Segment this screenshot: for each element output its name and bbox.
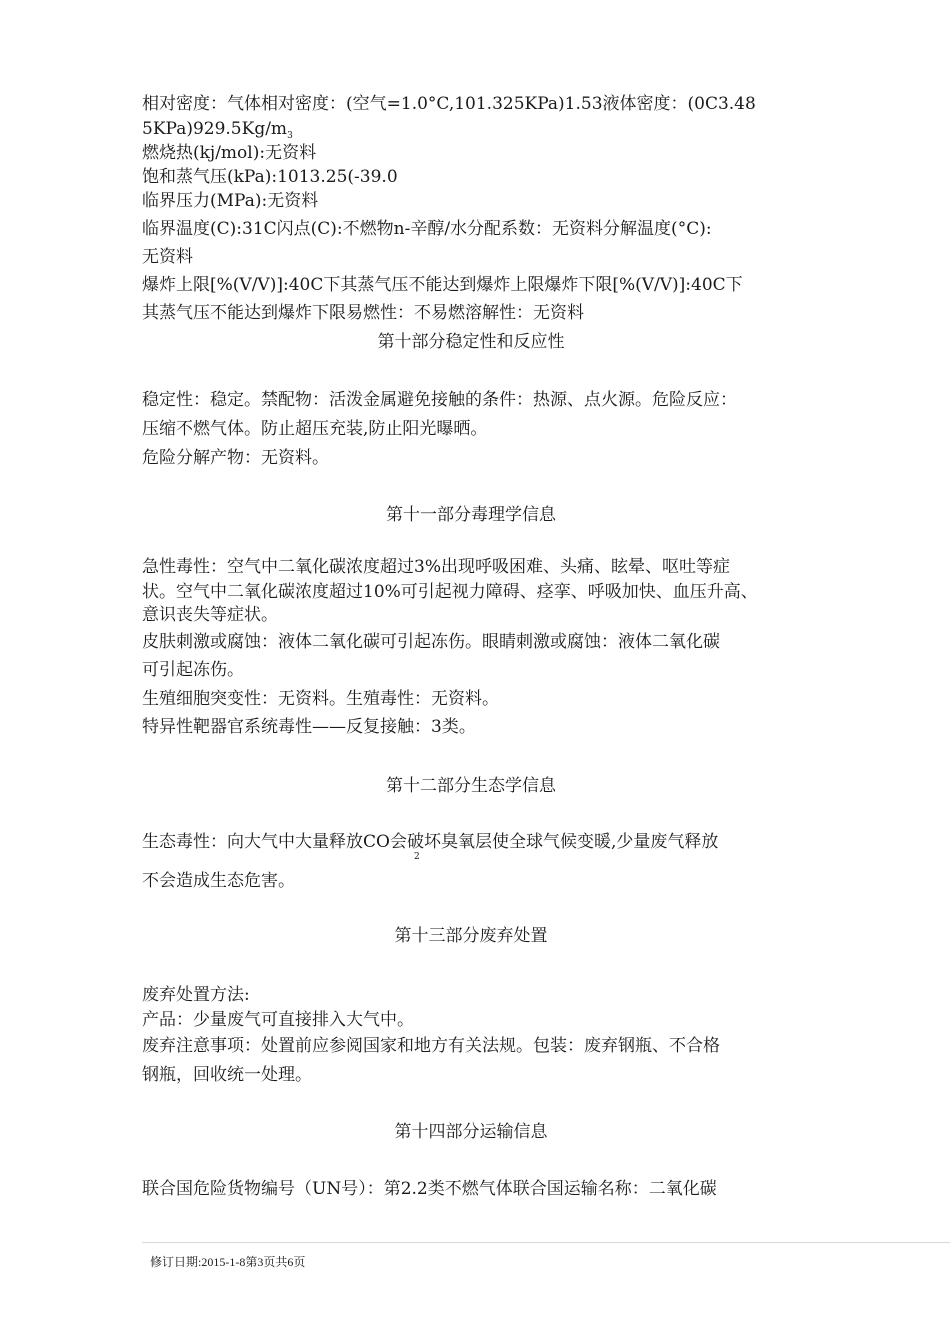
section-heading-part11: 第十一部分毒理学信息 <box>386 505 556 525</box>
ecotoxicity-line-cont: 不会造成生态危害。 <box>142 871 295 891</box>
acute-toxicity-line: 急性毒性：空气中二氧化碳浓度超过3%出现呼吸困难、头痛、眩晕、呕吐等症 <box>142 557 730 577</box>
section-heading-part14: 第十四部分运输信息 <box>394 1122 548 1142</box>
cubic-subscript: 3 <box>287 131 293 141</box>
skin-irritation-line: 皮肤刺激或腐蚀：液体二氧化碳可引起冻伤。眼睛刺激或腐蚀：液体二氧化碳 <box>142 632 720 652</box>
vapor-pressure-line: 饱和蒸气压(kPa):1013.25(-39.0 <box>142 167 398 187</box>
footer-divider <box>142 1242 950 1243</box>
stability-line-cont: 压缩不燃气体。防止超压充装,防止阳光曝晒。 <box>142 419 488 439</box>
critical-pressure-line: 临界压力(MPa):无资料 <box>142 191 319 211</box>
co2-subscript: 2 <box>414 852 420 862</box>
liquid-density-value: 5KPa)929.5Kg/m <box>142 119 288 139</box>
ecotoxicity-line: 生态毒性：向大气中大量释放CO会破坏臭氧层使全球气候变暖,少量废气释放 <box>142 832 719 852</box>
page-footer: 修订日期:2015-1-8第3页共6页 <box>150 1255 306 1269</box>
reproductive-toxicity-line: 生殖细胞突变性：无资料。生殖毒性：无资料。 <box>142 689 499 709</box>
disposal-notes-line: 废弃注意事项：处置前应参阅国家和地方有关法规。包装：废弃钢瓶、不合格 <box>142 1036 720 1056</box>
stability-line: 稳定性：稳定。禁配物：活泼金属避免接触的条件：热源、点火源。危险反应： <box>142 390 737 410</box>
section-heading-part13: 第十三部分废弃处置 <box>394 926 548 946</box>
section-heading-part12: 第十二部分生态学信息 <box>386 776 556 796</box>
acute-toxicity-line-3: 意识丧失等症状。 <box>142 605 278 625</box>
disposal-method-line: 废弃处置方法: <box>142 985 250 1005</box>
explosion-limit-line-cont: 其蒸气压不能达到爆炸下限易燃性：不易燃溶解性：无资料 <box>142 303 584 323</box>
disposal-notes-line-cont: 钢瓶，回收统一处理。 <box>142 1065 312 1085</box>
acute-toxicity-line-2: 状。空气中二氧化碳浓度超过10%可引起视力障碍、痉挛、呼吸加快、血压升高、 <box>142 582 758 602</box>
explosion-limit-line: 爆炸上限[%(V/V)]:40C下其蒸气压不能达到爆炸上限爆炸下限[%(V/V)]:40C下 <box>142 275 743 295</box>
skin-irritation-line-cont: 可引起冻伤。 <box>142 660 244 680</box>
critical-temperature-line: 临界温度(C):31C闪点(C):不燃物n-辛醇/水分配系数：无资料分解温度(°C): <box>142 219 712 239</box>
section-heading-part10: 第十部分稳定性和反应性 <box>377 332 565 352</box>
critical-temperature-line-cont: 无资料 <box>142 247 193 267</box>
relative-density-line: 相对密度：气体相对密度：(空气=1.0°C,101.325KPa)1.53液体密度：(0C3.48 <box>142 94 756 114</box>
un-number-line: 联合国危险货物编号（UN号）：第2.2类不燃气体联合国运输名称：二氧化碳 <box>142 1179 717 1199</box>
disposal-product-line: 产品：少量废气可直接排入大气中。 <box>142 1010 414 1030</box>
combustion-heat-line: 燃烧热(kj/mol):无资料 <box>142 143 317 163</box>
decomposition-line: 危险分解产物：无资料。 <box>142 448 329 468</box>
stot-line: 特异性靶器官系统毒性——反复接触：3类。 <box>142 717 476 737</box>
